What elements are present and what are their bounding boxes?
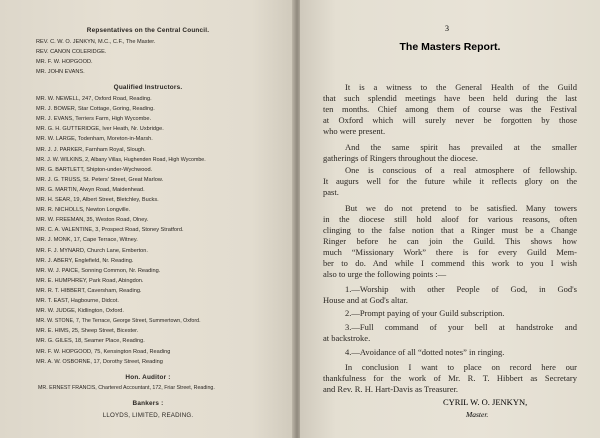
instructor: MR. W. STONE, 7, The Terrace, George Street, Summertown, Oxford. <box>36 318 201 324</box>
instructor: MR. R. T. HIBBERT, Caversham, Reading. <box>36 288 142 294</box>
signature-role: Master. <box>466 410 489 419</box>
instructor: MR. J. W. WILKINS, 2, Albany Villas, Hughenden Road, High Wycombe. <box>36 157 206 163</box>
auditor: MR. ERNEST FRANCIS, Chartered Accountant, 172, Friar Street, Reading. <box>38 385 215 391</box>
auditor-heading: Hon. Auditor : <box>125 374 171 381</box>
instructor: MR. R. NICHOLLS, Newton Longville. <box>36 207 131 213</box>
left-page <box>0 0 296 438</box>
report-title: The Masters Report. <box>399 41 501 53</box>
report-line: But we do not pretend to be satisfied. Many towers <box>345 203 577 213</box>
instructor: MR. F. W. HOPGOOD, 75, Kensington Road, Reading <box>36 349 171 355</box>
instructor: MR. J. MONK, 17, Cape Terrace, Witney. <box>36 237 138 243</box>
council-member: MR. JOHN EVANS. <box>36 69 85 75</box>
report-line: 2.—Prompt paying of your Guild subscription. <box>345 308 505 318</box>
report-line: at backstroke. <box>323 333 371 343</box>
report-line: ten months. Chief among them of course was the Festival <box>323 104 577 114</box>
council-heading: Repsentatives on the Central Council. <box>86 27 210 34</box>
instructor: MR. H. SEAR, 19, Albert Street, Bletchley, Bucks. <box>36 197 159 203</box>
instructor: MR. G. MARTIN, Alwyn Road, Maidenhead. <box>36 187 145 193</box>
report-line: 1.—Worship with other People of God, in God's <box>345 284 577 294</box>
report-line: It is a witness to the General Health of the Guild <box>345 82 577 92</box>
instructor: MR. J. EVANS, Terriers Farm, High Wycombe. <box>36 116 152 122</box>
page-number: 3 <box>445 24 449 33</box>
instructor: MR. J. BOWER, Star Cottage, Goring, Reading. <box>36 106 155 112</box>
instructor: MR. J. J. PARKER, Farnham Royal, Slough. <box>36 147 146 153</box>
report-line: thankfulness for the work of Mr. R. T. Hibbert as Secretary <box>323 373 577 383</box>
instructor: MR. W. LARGE, Todenham, Moreton-in-Marsh. <box>36 136 153 142</box>
report-line: gatherings of Ringers throughout the diocese. <box>323 153 478 163</box>
report-line: In conclusion I want to place on record here our <box>345 362 577 372</box>
bankers-heading: Bankers : <box>132 400 164 407</box>
report-line: past. <box>323 187 339 197</box>
instructor: MR. W. FREEMAN, 35, Weston Road, Olney. <box>36 217 149 223</box>
instructors-heading: Qualified Instructors. <box>113 84 183 91</box>
instructor: MR. W. JUDGE, Kidlington, Oxford. <box>36 308 124 314</box>
report-line: Ringer before he can join the Guild. This shows how <box>323 236 577 246</box>
report-line: One is conscious of a real atmosphere of fellowship. <box>345 165 577 175</box>
council-member: REV. C. W. O. JENKYN, M.C., C.F., The Master. <box>36 39 156 45</box>
council-member: REV. CANON COLERIDGE. <box>36 49 107 55</box>
report-line: much “Missionary Work” there is for every Guild Mem- <box>323 247 577 257</box>
bankers: LLOYDS, LIMITED, READING. <box>102 412 194 419</box>
instructor: MR. C. A. VALENTINE, 3, Prospect Road, Stoney Stratford. <box>36 227 184 233</box>
council-member: MR. F. W. HOPGOOD. <box>36 59 93 65</box>
instructor: MR. G. BARTLETT, Shipton-under-Wychwood. <box>36 167 153 173</box>
instructor: MR. T. EAST, Hagbourne, Didcot. <box>36 298 119 304</box>
report-line: clinging to the false notion that a Ringer must be a Change <box>323 225 577 235</box>
instructor: MR. W. J. PAICE, Sonning Common, Nr. Reading. <box>36 268 161 274</box>
instructor: MR. J. G. TRUSS, St. Peters' Street, Great Marlow. <box>36 177 164 183</box>
signature: CYRIL W. O. JENKYN, <box>443 397 528 407</box>
report-line: in the diocese still hold aloof for various reasons, often <box>323 214 577 224</box>
instructor: MR. E. HUMPHREY, Park Road, Abingdon. <box>36 278 144 284</box>
report-line: 3.—Full command of your bell at handstroke and <box>345 322 577 332</box>
instructor: MR. F. J. MYNARD, Church Lane, Emberton. <box>36 248 148 254</box>
report-line: also to urge the following points :— <box>323 269 447 279</box>
report-line: who were present. <box>323 126 386 136</box>
report-line: and Rev. R. H. Hart-Davis as Treasurer. <box>323 384 458 394</box>
instructor: MR. J. ABERY, Englefield, Nr. Reading. <box>36 258 134 264</box>
instructor: MR. G. GILES, 18, Seamer Place, Reading. <box>36 338 145 344</box>
report-line: House and at God's altar. <box>323 295 408 305</box>
instructor: MR. E. HIMS, 25, Sheep Street, Bicester. <box>36 328 139 334</box>
report-line: And the same spirit has prevailed at the smaller <box>345 142 577 152</box>
report-line: that such splendid meetings have been held during the last <box>323 93 577 103</box>
report-line: It augurs well for the future while it reflects glory on the <box>323 176 577 186</box>
instructor: MR. G. H. GUTTERIDGE, Iver Heath, Nr. Uxbridge. <box>36 126 164 132</box>
report-line: ber to do. And while I commend this work to you I wish <box>323 258 577 268</box>
report-line: at Oxford which will surely never be forgotten by those <box>323 115 577 125</box>
instructor: MR. W. NEWELL, 247, Oxford Road, Reading. <box>36 96 152 102</box>
report-line: 4.—Avoidance of all “dotted notes” in ringing. <box>345 347 505 357</box>
instructor: MR. A. W. OSBORNE, 17, Dorothy Street, Reading <box>36 359 163 365</box>
